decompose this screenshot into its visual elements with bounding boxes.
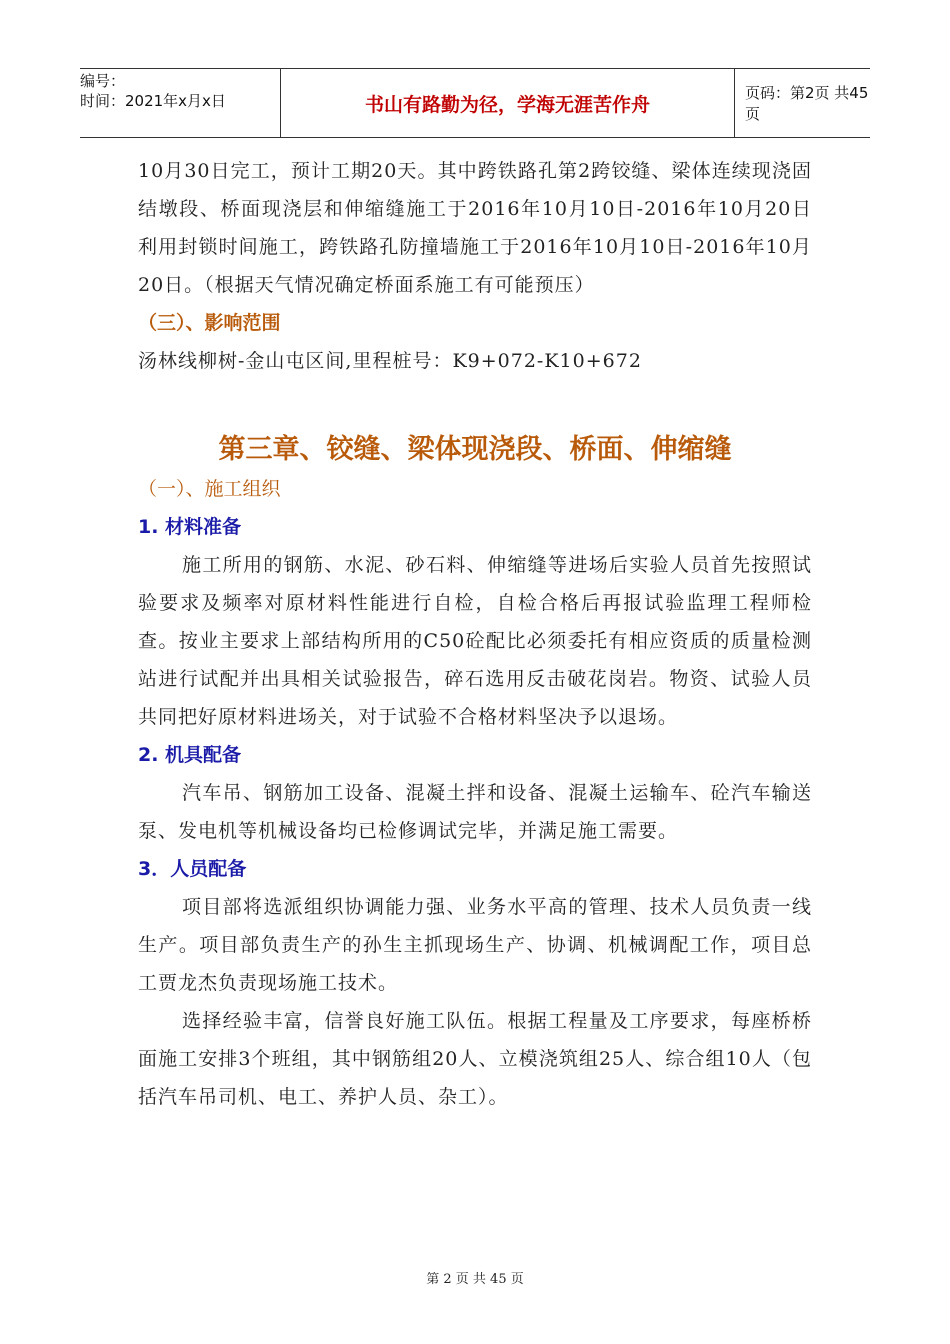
item-heading-personnel: 3．人员配备 bbox=[138, 858, 247, 880]
document-date: 时间：2021年x月x日 bbox=[80, 92, 226, 110]
item-heading-materials: 1. 材料准备 bbox=[138, 516, 242, 538]
section-heading-impact: （三）、影响范围 bbox=[138, 312, 281, 334]
paragraph-personnel-1: 项目部将选派组织协调能力强、业务水平高的管理、技术人员负责一线生产。项目部负责生产的孙生主抓现场生产、协调、机械调配工作，项目总工贾龙杰负责现场施工技术。 bbox=[138, 896, 812, 994]
document-body bbox=[138, 152, 812, 1116]
page-header bbox=[80, 68, 870, 138]
header-page-code: 页码：第2页 共45页 bbox=[745, 84, 869, 123]
document-number-label: 编号： bbox=[80, 72, 126, 90]
paragraph-personnel-2: 选择经验丰富，信誉良好施工队伍。根据工程量及工序要求，每座桥桥面施工安排3个班组，其中钢筋组20人、立模浇筑组25人、综合组10人（包括汽车吊司机、电工、养护人员、杂工）。 bbox=[138, 1010, 812, 1108]
header-meta bbox=[80, 69, 280, 137]
chapter-title: 第三章、铰缝、梁体现浇段、桥面、伸缩缝 bbox=[218, 434, 732, 465]
paragraph-materials: 施工所用的钢筋、水泥、砂石料、伸缩缝等进场后实验人员首先按照试验要求及频率对原材料性能进行自检，自检合格后再报试验监理工程师检查。按业主要求上部结构所用的C50砼配比必须委托有相应资质的质量检测站进行试配并出具相关试验报告，碎石选用反击破花岗岩。物资、试验人员共同把好原材料进场关，对于试验不合格材料坚决予以退场。 bbox=[138, 554, 812, 728]
section-heading-organization: （一）、施工组织 bbox=[138, 478, 281, 500]
paragraph-impact: 汤林线柳树-金山屯区间,里程桩号：K9+072-K10+672 bbox=[138, 350, 642, 372]
page-footer: 第 2 页 共 45 页 bbox=[426, 1272, 524, 1287]
paragraph-equipment: 汽车吊、钢筋加工设备、混凝土拌和设备、混凝土运输车、砼汽车输送泵、发电机等机械设备均已检修调试完毕，并满足施工需要。 bbox=[138, 782, 812, 842]
header-motto: 书山有路勤为径，学海无涯苦作舟 bbox=[280, 69, 735, 137]
paragraph-intro: 10月30日完工，预计工期20天。其中跨铁路孔第2跨铰缝、梁体连续现浇固结墩段、桥面现浇层和伸缩缝施工于2016年10月10日-2016年10月20日利用封锁时间施工，跨铁路孔防撞墙施工于2016年10月10日-2016年10月20日。（根据天气情况确定桥面系施工有可能预压） bbox=[138, 160, 812, 296]
item-heading-equipment: 2. 机具配备 bbox=[138, 744, 242, 766]
